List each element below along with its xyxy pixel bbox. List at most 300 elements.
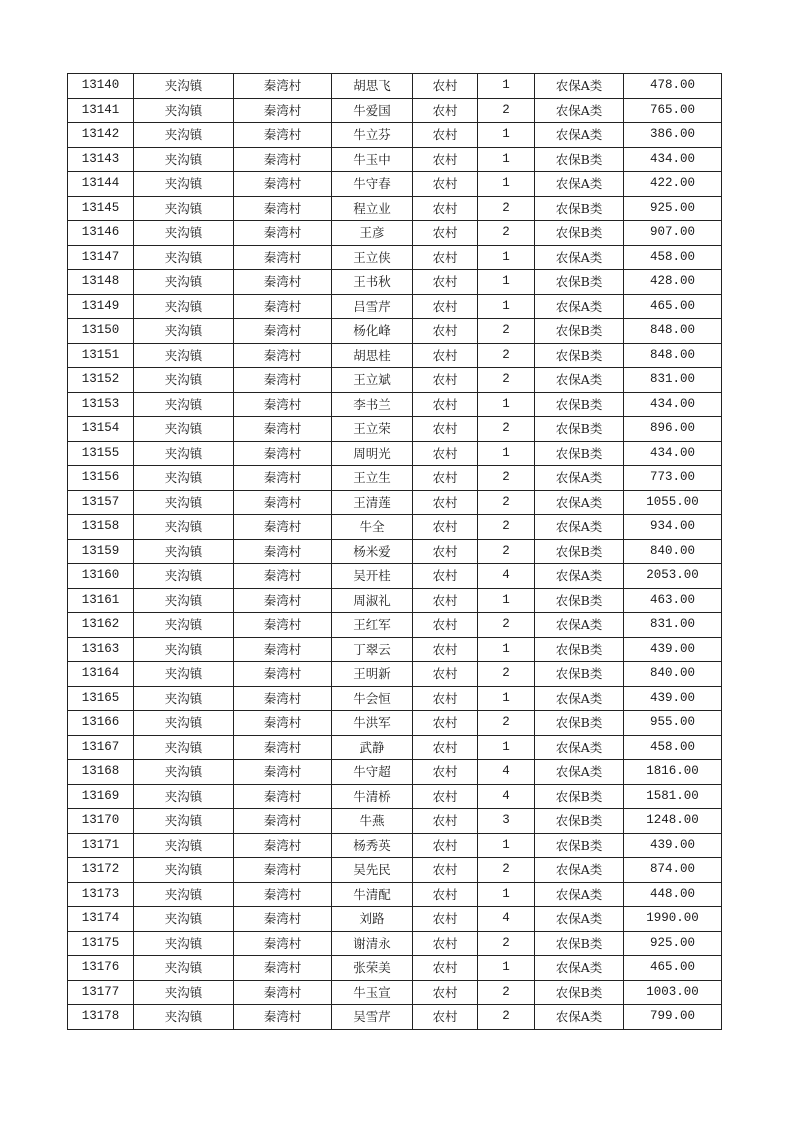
- cell-name: 牛玉宣: [332, 980, 413, 1005]
- table-row: [68, 319, 722, 344]
- cell-category: 农保B类: [535, 931, 624, 956]
- cell-town: 夹沟镇: [134, 686, 234, 711]
- cell-id: 13146: [68, 221, 134, 246]
- cell-category: 农保A类: [535, 760, 624, 785]
- cell-count: 1: [478, 245, 535, 270]
- table-row: [68, 784, 722, 809]
- cell-amount: 439.00: [624, 833, 722, 858]
- cell-id: 13171: [68, 833, 134, 858]
- cell-type: 农村: [413, 466, 478, 491]
- cell-village: 秦湾村: [234, 1005, 332, 1030]
- table-row: [68, 907, 722, 932]
- cell-type: 农村: [413, 686, 478, 711]
- cell-category: 农保A类: [535, 882, 624, 907]
- cell-town: 夹沟镇: [134, 368, 234, 393]
- cell-town: 夹沟镇: [134, 490, 234, 515]
- cell-count: 1: [478, 833, 535, 858]
- cell-name: 丁翠云: [332, 637, 413, 662]
- cell-name: 王立生: [332, 466, 413, 491]
- cell-type: 农村: [413, 931, 478, 956]
- table-row: [68, 196, 722, 221]
- cell-village: 秦湾村: [234, 735, 332, 760]
- table-row: [68, 711, 722, 736]
- cell-town: 夹沟镇: [134, 809, 234, 834]
- cell-town: 夹沟镇: [134, 294, 234, 319]
- cell-count: 4: [478, 784, 535, 809]
- table-row: [68, 637, 722, 662]
- cell-id: 13154: [68, 417, 134, 442]
- cell-category: 农保A类: [535, 74, 624, 99]
- cell-category: 农保B类: [535, 662, 624, 687]
- cell-village: 秦湾村: [234, 466, 332, 491]
- cell-amount: 848.00: [624, 343, 722, 368]
- cell-village: 秦湾村: [234, 294, 332, 319]
- cell-category: 农保A类: [535, 1005, 624, 1030]
- cell-count: 2: [478, 931, 535, 956]
- cell-amount: 439.00: [624, 686, 722, 711]
- cell-name: 王清莲: [332, 490, 413, 515]
- cell-id: 13162: [68, 613, 134, 638]
- cell-town: 夹沟镇: [134, 539, 234, 564]
- cell-village: 秦湾村: [234, 784, 332, 809]
- cell-name: 牛爱国: [332, 98, 413, 123]
- cell-amount: 840.00: [624, 539, 722, 564]
- cell-village: 秦湾村: [234, 882, 332, 907]
- cell-village: 秦湾村: [234, 956, 332, 981]
- cell-type: 农村: [413, 294, 478, 319]
- cell-town: 夹沟镇: [134, 343, 234, 368]
- cell-name: 王立荣: [332, 417, 413, 442]
- cell-amount: 422.00: [624, 172, 722, 197]
- cell-amount: 831.00: [624, 368, 722, 393]
- cell-category: 农保B类: [535, 147, 624, 172]
- cell-count: 4: [478, 760, 535, 785]
- cell-town: 夹沟镇: [134, 760, 234, 785]
- cell-count: 1: [478, 172, 535, 197]
- cell-count: 2: [478, 1005, 535, 1030]
- cell-type: 农村: [413, 735, 478, 760]
- cell-count: 1: [478, 637, 535, 662]
- cell-village: 秦湾村: [234, 319, 332, 344]
- cell-village: 秦湾村: [234, 172, 332, 197]
- cell-town: 夹沟镇: [134, 392, 234, 417]
- cell-count: 2: [478, 662, 535, 687]
- cell-village: 秦湾村: [234, 245, 332, 270]
- cell-amount: 458.00: [624, 735, 722, 760]
- cell-amount: 458.00: [624, 245, 722, 270]
- cell-town: 夹沟镇: [134, 882, 234, 907]
- cell-type: 农村: [413, 123, 478, 148]
- cell-count: 2: [478, 343, 535, 368]
- table-row: [68, 1005, 722, 1030]
- cell-town: 夹沟镇: [134, 123, 234, 148]
- cell-town: 夹沟镇: [134, 172, 234, 197]
- cell-name: 吕雪芹: [332, 294, 413, 319]
- cell-category: 农保A类: [535, 858, 624, 883]
- cell-type: 农村: [413, 980, 478, 1005]
- cell-id: 13152: [68, 368, 134, 393]
- cell-name: 王书秋: [332, 270, 413, 295]
- cell-name: 杨秀英: [332, 833, 413, 858]
- cell-name: 李书兰: [332, 392, 413, 417]
- cell-count: 2: [478, 711, 535, 736]
- table-row: [68, 98, 722, 123]
- cell-type: 农村: [413, 270, 478, 295]
- cell-village: 秦湾村: [234, 662, 332, 687]
- record-table: [67, 73, 722, 1030]
- cell-town: 夹沟镇: [134, 441, 234, 466]
- cell-count: 1: [478, 147, 535, 172]
- cell-village: 秦湾村: [234, 858, 332, 883]
- cell-category: 农保B类: [535, 196, 624, 221]
- cell-type: 农村: [413, 196, 478, 221]
- cell-town: 夹沟镇: [134, 784, 234, 809]
- cell-name: 吴雪芹: [332, 1005, 413, 1030]
- cell-name: 吴先民: [332, 858, 413, 883]
- cell-name: 牛燕: [332, 809, 413, 834]
- cell-type: 农村: [413, 809, 478, 834]
- cell-category: 农保A类: [535, 172, 624, 197]
- cell-type: 农村: [413, 662, 478, 687]
- cell-town: 夹沟镇: [134, 98, 234, 123]
- cell-count: 2: [478, 466, 535, 491]
- cell-id: 13169: [68, 784, 134, 809]
- cell-id: 13153: [68, 392, 134, 417]
- cell-type: 农村: [413, 368, 478, 393]
- cell-name: 王立斌: [332, 368, 413, 393]
- cell-town: 夹沟镇: [134, 637, 234, 662]
- table-row: [68, 294, 722, 319]
- cell-amount: 465.00: [624, 956, 722, 981]
- cell-village: 秦湾村: [234, 833, 332, 858]
- cell-count: 1: [478, 74, 535, 99]
- cell-category: 农保B类: [535, 637, 624, 662]
- cell-amount: 465.00: [624, 294, 722, 319]
- cell-amount: 439.00: [624, 637, 722, 662]
- cell-name: 牛洪军: [332, 711, 413, 736]
- table-row: [68, 858, 722, 883]
- cell-amount: 896.00: [624, 417, 722, 442]
- cell-village: 秦湾村: [234, 637, 332, 662]
- cell-id: 13161: [68, 588, 134, 613]
- cell-amount: 773.00: [624, 466, 722, 491]
- table-row: [68, 735, 722, 760]
- cell-amount: 907.00: [624, 221, 722, 246]
- table-row: [68, 956, 722, 981]
- cell-count: 1: [478, 686, 535, 711]
- cell-town: 夹沟镇: [134, 221, 234, 246]
- cell-village: 秦湾村: [234, 588, 332, 613]
- cell-amount: 386.00: [624, 123, 722, 148]
- cell-name: 吴开桂: [332, 564, 413, 589]
- cell-category: 农保B类: [535, 980, 624, 1005]
- cell-type: 农村: [413, 172, 478, 197]
- cell-amount: 955.00: [624, 711, 722, 736]
- cell-village: 秦湾村: [234, 564, 332, 589]
- cell-town: 夹沟镇: [134, 270, 234, 295]
- cell-type: 农村: [413, 98, 478, 123]
- cell-town: 夹沟镇: [134, 564, 234, 589]
- cell-id: 13145: [68, 196, 134, 221]
- cell-village: 秦湾村: [234, 147, 332, 172]
- cell-village: 秦湾村: [234, 515, 332, 540]
- cell-town: 夹沟镇: [134, 613, 234, 638]
- cell-category: 农保B类: [535, 539, 624, 564]
- cell-amount: 1581.00: [624, 784, 722, 809]
- cell-town: 夹沟镇: [134, 515, 234, 540]
- cell-town: 夹沟镇: [134, 907, 234, 932]
- cell-category: 农保B类: [535, 784, 624, 809]
- table-row: [68, 123, 722, 148]
- cell-town: 夹沟镇: [134, 711, 234, 736]
- cell-village: 秦湾村: [234, 98, 332, 123]
- cell-id: 13156: [68, 466, 134, 491]
- cell-type: 农村: [413, 343, 478, 368]
- cell-name: 王红军: [332, 613, 413, 638]
- table-row: [68, 417, 722, 442]
- cell-id: 13149: [68, 294, 134, 319]
- table-row: [68, 172, 722, 197]
- cell-town: 夹沟镇: [134, 833, 234, 858]
- cell-town: 夹沟镇: [134, 588, 234, 613]
- cell-category: 农保A类: [535, 466, 624, 491]
- cell-count: 4: [478, 564, 535, 589]
- cell-village: 秦湾村: [234, 907, 332, 932]
- cell-type: 农村: [413, 637, 478, 662]
- cell-town: 夹沟镇: [134, 980, 234, 1005]
- cell-category: 农保B类: [535, 221, 624, 246]
- cell-category: 农保B类: [535, 441, 624, 466]
- table-row: [68, 686, 722, 711]
- cell-town: 夹沟镇: [134, 466, 234, 491]
- cell-type: 农村: [413, 319, 478, 344]
- cell-type: 农村: [413, 858, 478, 883]
- cell-village: 秦湾村: [234, 221, 332, 246]
- table-row: [68, 613, 722, 638]
- cell-category: 农保A类: [535, 735, 624, 760]
- cell-count: 1: [478, 735, 535, 760]
- cell-count: 2: [478, 196, 535, 221]
- cell-category: 农保B类: [535, 270, 624, 295]
- cell-category: 农保A类: [535, 294, 624, 319]
- cell-id: 13166: [68, 711, 134, 736]
- cell-village: 秦湾村: [234, 613, 332, 638]
- cell-amount: 1003.00: [624, 980, 722, 1005]
- table-row: [68, 490, 722, 515]
- cell-amount: 1055.00: [624, 490, 722, 515]
- cell-town: 夹沟镇: [134, 245, 234, 270]
- cell-category: 农保B类: [535, 392, 624, 417]
- cell-village: 秦湾村: [234, 980, 332, 1005]
- cell-type: 农村: [413, 245, 478, 270]
- cell-id: 13148: [68, 270, 134, 295]
- cell-name: 牛全: [332, 515, 413, 540]
- cell-village: 秦湾村: [234, 809, 332, 834]
- cell-town: 夹沟镇: [134, 662, 234, 687]
- table-row: [68, 245, 722, 270]
- table-row: [68, 882, 722, 907]
- cell-count: 3: [478, 809, 535, 834]
- cell-type: 农村: [413, 907, 478, 932]
- record-table-body: [68, 74, 722, 1030]
- cell-village: 秦湾村: [234, 196, 332, 221]
- cell-count: 4: [478, 907, 535, 932]
- cell-name: 王明新: [332, 662, 413, 687]
- cell-category: 农保A类: [535, 98, 624, 123]
- cell-town: 夹沟镇: [134, 858, 234, 883]
- cell-amount: 434.00: [624, 441, 722, 466]
- cell-name: 牛清配: [332, 882, 413, 907]
- cell-amount: 434.00: [624, 147, 722, 172]
- cell-amount: 765.00: [624, 98, 722, 123]
- table-row: [68, 466, 722, 491]
- table-row: [68, 980, 722, 1005]
- cell-type: 农村: [413, 588, 478, 613]
- cell-id: 13167: [68, 735, 134, 760]
- cell-name: 周明光: [332, 441, 413, 466]
- cell-name: 牛守春: [332, 172, 413, 197]
- cell-village: 秦湾村: [234, 490, 332, 515]
- cell-type: 农村: [413, 490, 478, 515]
- cell-count: 2: [478, 539, 535, 564]
- cell-name: 牛会恒: [332, 686, 413, 711]
- cell-count: 2: [478, 368, 535, 393]
- cell-count: 2: [478, 417, 535, 442]
- cell-count: 1: [478, 882, 535, 907]
- cell-id: 13151: [68, 343, 134, 368]
- cell-name: 牛立芬: [332, 123, 413, 148]
- table-row: [68, 539, 722, 564]
- cell-amount: 448.00: [624, 882, 722, 907]
- cell-village: 秦湾村: [234, 123, 332, 148]
- cell-count: 2: [478, 490, 535, 515]
- cell-count: 1: [478, 270, 535, 295]
- cell-town: 夹沟镇: [134, 931, 234, 956]
- cell-type: 农村: [413, 784, 478, 809]
- cell-category: 农保B类: [535, 809, 624, 834]
- cell-id: 13144: [68, 172, 134, 197]
- table-row: [68, 931, 722, 956]
- cell-amount: 831.00: [624, 613, 722, 638]
- cell-id: 13168: [68, 760, 134, 785]
- cell-amount: 1248.00: [624, 809, 722, 834]
- cell-count: 1: [478, 123, 535, 148]
- cell-category: 农保B类: [535, 711, 624, 736]
- cell-town: 夹沟镇: [134, 956, 234, 981]
- cell-name: 武静: [332, 735, 413, 760]
- cell-town: 夹沟镇: [134, 74, 234, 99]
- cell-id: 13159: [68, 539, 134, 564]
- cell-amount: 848.00: [624, 319, 722, 344]
- table-row: [68, 392, 722, 417]
- cell-name: 胡思桂: [332, 343, 413, 368]
- table-row: [68, 441, 722, 466]
- cell-village: 秦湾村: [234, 441, 332, 466]
- cell-category: 农保B类: [535, 588, 624, 613]
- cell-count: 2: [478, 319, 535, 344]
- cell-village: 秦湾村: [234, 760, 332, 785]
- cell-id: 13176: [68, 956, 134, 981]
- cell-type: 农村: [413, 882, 478, 907]
- cell-category: 农保B类: [535, 319, 624, 344]
- cell-id: 13178: [68, 1005, 134, 1030]
- cell-name: 王彦: [332, 221, 413, 246]
- cell-count: 2: [478, 221, 535, 246]
- cell-name: 杨化峰: [332, 319, 413, 344]
- cell-count: 2: [478, 980, 535, 1005]
- cell-category: 农保B类: [535, 343, 624, 368]
- table-row: [68, 368, 722, 393]
- cell-category: 农保A类: [535, 245, 624, 270]
- cell-category: 农保B类: [535, 417, 624, 442]
- cell-amount: 925.00: [624, 196, 722, 221]
- cell-type: 农村: [413, 539, 478, 564]
- cell-amount: 478.00: [624, 74, 722, 99]
- cell-town: 夹沟镇: [134, 735, 234, 760]
- cell-town: 夹沟镇: [134, 1005, 234, 1030]
- cell-id: 13175: [68, 931, 134, 956]
- cell-village: 秦湾村: [234, 539, 332, 564]
- cell-amount: 925.00: [624, 931, 722, 956]
- cell-count: 1: [478, 441, 535, 466]
- cell-town: 夹沟镇: [134, 319, 234, 344]
- cell-count: 2: [478, 515, 535, 540]
- cell-category: 农保A类: [535, 613, 624, 638]
- cell-type: 农村: [413, 441, 478, 466]
- cell-id: 13163: [68, 637, 134, 662]
- cell-amount: 463.00: [624, 588, 722, 613]
- cell-count: 1: [478, 588, 535, 613]
- cell-id: 13158: [68, 515, 134, 540]
- table-row: [68, 147, 722, 172]
- cell-amount: 428.00: [624, 270, 722, 295]
- cell-type: 农村: [413, 515, 478, 540]
- cell-id: 13172: [68, 858, 134, 883]
- cell-id: 13164: [68, 662, 134, 687]
- cell-category: 农保A类: [535, 123, 624, 148]
- cell-count: 1: [478, 956, 535, 981]
- cell-id: 13177: [68, 980, 134, 1005]
- cell-id: 13143: [68, 147, 134, 172]
- cell-village: 秦湾村: [234, 686, 332, 711]
- cell-category: 农保A类: [535, 686, 624, 711]
- cell-category: 农保A类: [535, 564, 624, 589]
- cell-count: 2: [478, 98, 535, 123]
- cell-category: 农保A类: [535, 956, 624, 981]
- cell-type: 农村: [413, 392, 478, 417]
- cell-id: 13150: [68, 319, 134, 344]
- cell-amount: 799.00: [624, 1005, 722, 1030]
- cell-village: 秦湾村: [234, 392, 332, 417]
- cell-id: 13141: [68, 98, 134, 123]
- cell-id: 13157: [68, 490, 134, 515]
- cell-type: 农村: [413, 956, 478, 981]
- cell-amount: 840.00: [624, 662, 722, 687]
- cell-type: 农村: [413, 613, 478, 638]
- cell-type: 农村: [413, 711, 478, 736]
- cell-name: 胡思飞: [332, 74, 413, 99]
- cell-category: 农保B类: [535, 833, 624, 858]
- cell-type: 农村: [413, 1005, 478, 1030]
- cell-count: 2: [478, 858, 535, 883]
- cell-category: 农保A类: [535, 490, 624, 515]
- cell-id: 13140: [68, 74, 134, 99]
- cell-name: 牛守超: [332, 760, 413, 785]
- cell-count: 1: [478, 392, 535, 417]
- cell-name: 程立业: [332, 196, 413, 221]
- cell-type: 农村: [413, 760, 478, 785]
- cell-category: 农保A类: [535, 907, 624, 932]
